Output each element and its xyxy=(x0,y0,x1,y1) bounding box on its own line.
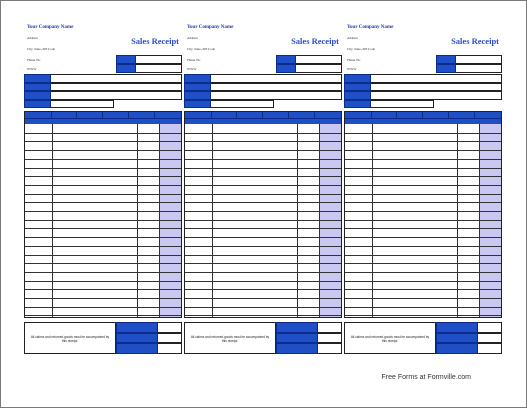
customer-row[interactable] xyxy=(24,100,114,109)
customer-block xyxy=(344,74,502,108)
table-row[interactable] xyxy=(345,220,501,221)
date-label-cell xyxy=(276,55,296,64)
table-row[interactable] xyxy=(185,246,341,247)
customer-label-cell xyxy=(184,100,211,109)
table-row[interactable] xyxy=(25,133,181,134)
date-field[interactable] xyxy=(136,55,182,64)
customer-field[interactable] xyxy=(211,83,342,92)
table-row[interactable] xyxy=(25,202,181,203)
footer-credit[interactable]: Free Forms at Formville.com xyxy=(381,374,471,381)
web-line: WWW xyxy=(187,67,197,71)
table-row[interactable] xyxy=(185,255,341,256)
customer-row[interactable] xyxy=(344,74,502,83)
customer-row[interactable] xyxy=(24,74,182,83)
table-row[interactable] xyxy=(345,194,501,195)
date-row[interactable] xyxy=(276,55,342,64)
table-row[interactable] xyxy=(25,263,181,264)
phone-line: Phone No. xyxy=(27,58,41,62)
table-row[interactable] xyxy=(25,228,181,229)
claims-notice: All claims and returned goods must be accompanied by this receipt. xyxy=(24,322,116,354)
customer-field[interactable] xyxy=(51,100,114,109)
receipt-number-label-cell xyxy=(276,64,296,73)
address-line: Address xyxy=(27,36,38,40)
table-row[interactable] xyxy=(25,168,181,169)
customer-field[interactable] xyxy=(371,74,502,83)
customer-field[interactable] xyxy=(211,74,342,83)
customer-label-cell xyxy=(24,83,51,92)
table-row[interactable] xyxy=(185,289,341,290)
date-label-cell xyxy=(436,55,456,64)
total-field[interactable] xyxy=(478,322,502,333)
customer-label-cell xyxy=(184,83,211,92)
table-subheader xyxy=(185,118,341,124)
table-row[interactable] xyxy=(185,272,341,273)
table-row[interactable] xyxy=(25,298,181,299)
customer-field[interactable] xyxy=(371,83,502,92)
table-row[interactable] xyxy=(185,202,341,203)
table-row[interactable] xyxy=(345,150,501,151)
table-row[interactable] xyxy=(185,185,341,186)
total-field[interactable] xyxy=(318,343,342,354)
table-row[interactable] xyxy=(185,159,341,160)
table-row[interactable] xyxy=(345,246,501,247)
table-row[interactable] xyxy=(345,202,501,203)
table-row[interactable] xyxy=(345,185,501,186)
web-line: WWW xyxy=(347,67,357,71)
customer-row[interactable] xyxy=(24,91,182,100)
receipt-title: Sales Receipt xyxy=(131,36,179,46)
table-row[interactable] xyxy=(345,237,501,238)
customer-block xyxy=(184,74,342,108)
claims-notice: All claims and returned goods must be accompanied by this receipt. xyxy=(344,322,436,354)
customer-row[interactable] xyxy=(184,74,342,83)
date-row[interactable] xyxy=(436,55,502,64)
customer-field[interactable] xyxy=(211,91,342,100)
table-row[interactable] xyxy=(185,315,341,316)
total-row[interactable] xyxy=(116,343,182,354)
total-field[interactable] xyxy=(478,343,502,354)
table-row[interactable] xyxy=(345,263,501,264)
address-line: Address xyxy=(347,36,358,40)
city-state-zip-line: City, State, ZIP Code xyxy=(347,47,375,51)
table-row[interactable] xyxy=(25,237,181,238)
total-row[interactable] xyxy=(116,322,182,333)
customer-label-cell xyxy=(24,91,51,100)
company-name: Your Company Name xyxy=(187,25,234,30)
table-row[interactable] xyxy=(25,307,181,308)
date-field[interactable] xyxy=(296,55,342,64)
total-row[interactable] xyxy=(436,322,502,333)
table-row[interactable] xyxy=(25,289,181,290)
company-name: Your Company Name xyxy=(27,25,74,30)
receipt-number-row[interactable] xyxy=(436,64,502,73)
total-row[interactable] xyxy=(276,343,342,354)
table-row[interactable] xyxy=(185,194,341,195)
table-row[interactable] xyxy=(345,159,501,160)
total-label-cell xyxy=(276,343,318,354)
total-label-cell xyxy=(116,333,158,344)
table-row[interactable] xyxy=(185,237,341,238)
total-label-cell xyxy=(436,333,478,344)
table-row[interactable] xyxy=(345,281,501,282)
receipt-number-row[interactable] xyxy=(116,64,182,73)
customer-field[interactable] xyxy=(211,100,274,109)
table-row[interactable] xyxy=(25,281,181,282)
line-items-table xyxy=(24,111,182,318)
customer-field[interactable] xyxy=(51,83,182,92)
date-row[interactable] xyxy=(116,55,182,64)
customer-row[interactable] xyxy=(344,100,434,109)
total-field[interactable] xyxy=(478,333,502,344)
table-row[interactable] xyxy=(185,263,341,264)
total-label-cell xyxy=(116,343,158,354)
table-row[interactable] xyxy=(345,272,501,273)
table-row[interactable] xyxy=(25,246,181,247)
table-row[interactable] xyxy=(345,255,501,256)
table-row[interactable] xyxy=(25,255,181,256)
table-row[interactable] xyxy=(345,315,501,316)
total-row[interactable] xyxy=(436,343,502,354)
table-row[interactable] xyxy=(345,307,501,308)
table-subheader xyxy=(345,118,501,124)
table-subheader xyxy=(25,118,181,124)
customer-label-cell xyxy=(184,74,211,83)
receipt-number-label-cell xyxy=(116,64,136,73)
receipt-title: Sales Receipt xyxy=(451,36,499,46)
table-row[interactable] xyxy=(25,176,181,177)
customer-row[interactable] xyxy=(344,91,502,100)
total-row[interactable] xyxy=(276,322,342,333)
phone-line: Phone No. xyxy=(347,58,361,62)
table-row[interactable] xyxy=(185,307,341,308)
receipt-title: Sales Receipt xyxy=(291,36,339,46)
city-state-zip-line: City, State, ZIP Code xyxy=(187,47,215,51)
city-state-zip-line: City, State, ZIP Code xyxy=(27,47,55,51)
receipt-number-field[interactable] xyxy=(136,64,182,73)
customer-field[interactable] xyxy=(51,91,182,100)
receipt-number-field[interactable] xyxy=(296,64,342,73)
table-row[interactable] xyxy=(345,133,501,134)
date-label-cell xyxy=(116,55,136,64)
table-row[interactable] xyxy=(345,228,501,229)
total-label-cell xyxy=(436,343,478,354)
total-label-cell xyxy=(276,322,318,333)
table-row[interactable] xyxy=(345,168,501,169)
table-row[interactable] xyxy=(185,150,341,151)
receipt-number-label-cell xyxy=(436,64,456,73)
customer-row[interactable] xyxy=(184,91,342,100)
totals-block xyxy=(24,322,182,354)
table-row[interactable] xyxy=(185,133,341,134)
totals-block xyxy=(184,322,342,354)
customer-label-cell xyxy=(184,91,211,100)
customer-label-cell xyxy=(344,91,371,100)
table-row[interactable] xyxy=(25,194,181,195)
table-row[interactable] xyxy=(185,141,341,142)
total-row[interactable] xyxy=(276,333,342,344)
line-items-table xyxy=(184,111,342,318)
customer-field[interactable] xyxy=(371,91,502,100)
line-items-table xyxy=(344,111,502,318)
claims-notice: All claims and returned goods must be accompanied by this receipt. xyxy=(184,322,276,354)
customer-label-cell xyxy=(24,100,51,109)
table-row[interactable] xyxy=(185,168,341,169)
table-row[interactable] xyxy=(185,228,341,229)
table-row[interactable] xyxy=(185,281,341,282)
totals-block xyxy=(344,322,502,354)
total-field[interactable] xyxy=(158,322,182,333)
total-label-cell xyxy=(276,333,318,344)
table-row[interactable] xyxy=(25,211,181,212)
total-field[interactable] xyxy=(318,322,342,333)
total-field[interactable] xyxy=(158,343,182,354)
customer-row[interactable] xyxy=(344,83,502,92)
customer-label-cell xyxy=(24,74,51,83)
receipt-number-field[interactable] xyxy=(456,64,502,73)
customer-field[interactable] xyxy=(371,100,434,109)
table-row[interactable] xyxy=(25,141,181,142)
total-field[interactable] xyxy=(318,333,342,344)
table-row[interactable] xyxy=(25,185,181,186)
customer-row[interactable] xyxy=(184,83,342,92)
total-row[interactable] xyxy=(116,333,182,344)
table-row[interactable] xyxy=(25,315,181,316)
table-row[interactable] xyxy=(185,298,341,299)
total-label-cell xyxy=(436,322,478,333)
customer-block xyxy=(24,74,182,108)
table-row[interactable] xyxy=(185,211,341,212)
customer-row[interactable] xyxy=(184,100,274,109)
table-row[interactable] xyxy=(185,220,341,221)
receipt-number-row[interactable] xyxy=(276,64,342,73)
table-row[interactable] xyxy=(25,272,181,273)
customer-field[interactable] xyxy=(51,74,182,83)
table-row[interactable] xyxy=(345,176,501,177)
total-row[interactable] xyxy=(436,333,502,344)
customer-label-cell xyxy=(344,74,371,83)
customer-label-cell xyxy=(344,100,371,109)
customer-label-cell xyxy=(344,83,371,92)
company-name: Your Company Name xyxy=(347,25,394,30)
table-row[interactable] xyxy=(25,159,181,160)
table-row[interactable] xyxy=(25,220,181,221)
table-row[interactable] xyxy=(185,176,341,177)
web-line: WWW xyxy=(27,67,37,71)
total-label-cell xyxy=(116,322,158,333)
table-row[interactable] xyxy=(345,289,501,290)
table-row[interactable] xyxy=(25,150,181,151)
customer-row[interactable] xyxy=(24,83,182,92)
table-row[interactable] xyxy=(345,298,501,299)
table-row[interactable] xyxy=(345,141,501,142)
phone-line: Phone No. xyxy=(187,58,201,62)
address-line: Address xyxy=(187,36,198,40)
date-field[interactable] xyxy=(456,55,502,64)
total-field[interactable] xyxy=(158,333,182,344)
table-row[interactable] xyxy=(345,211,501,212)
